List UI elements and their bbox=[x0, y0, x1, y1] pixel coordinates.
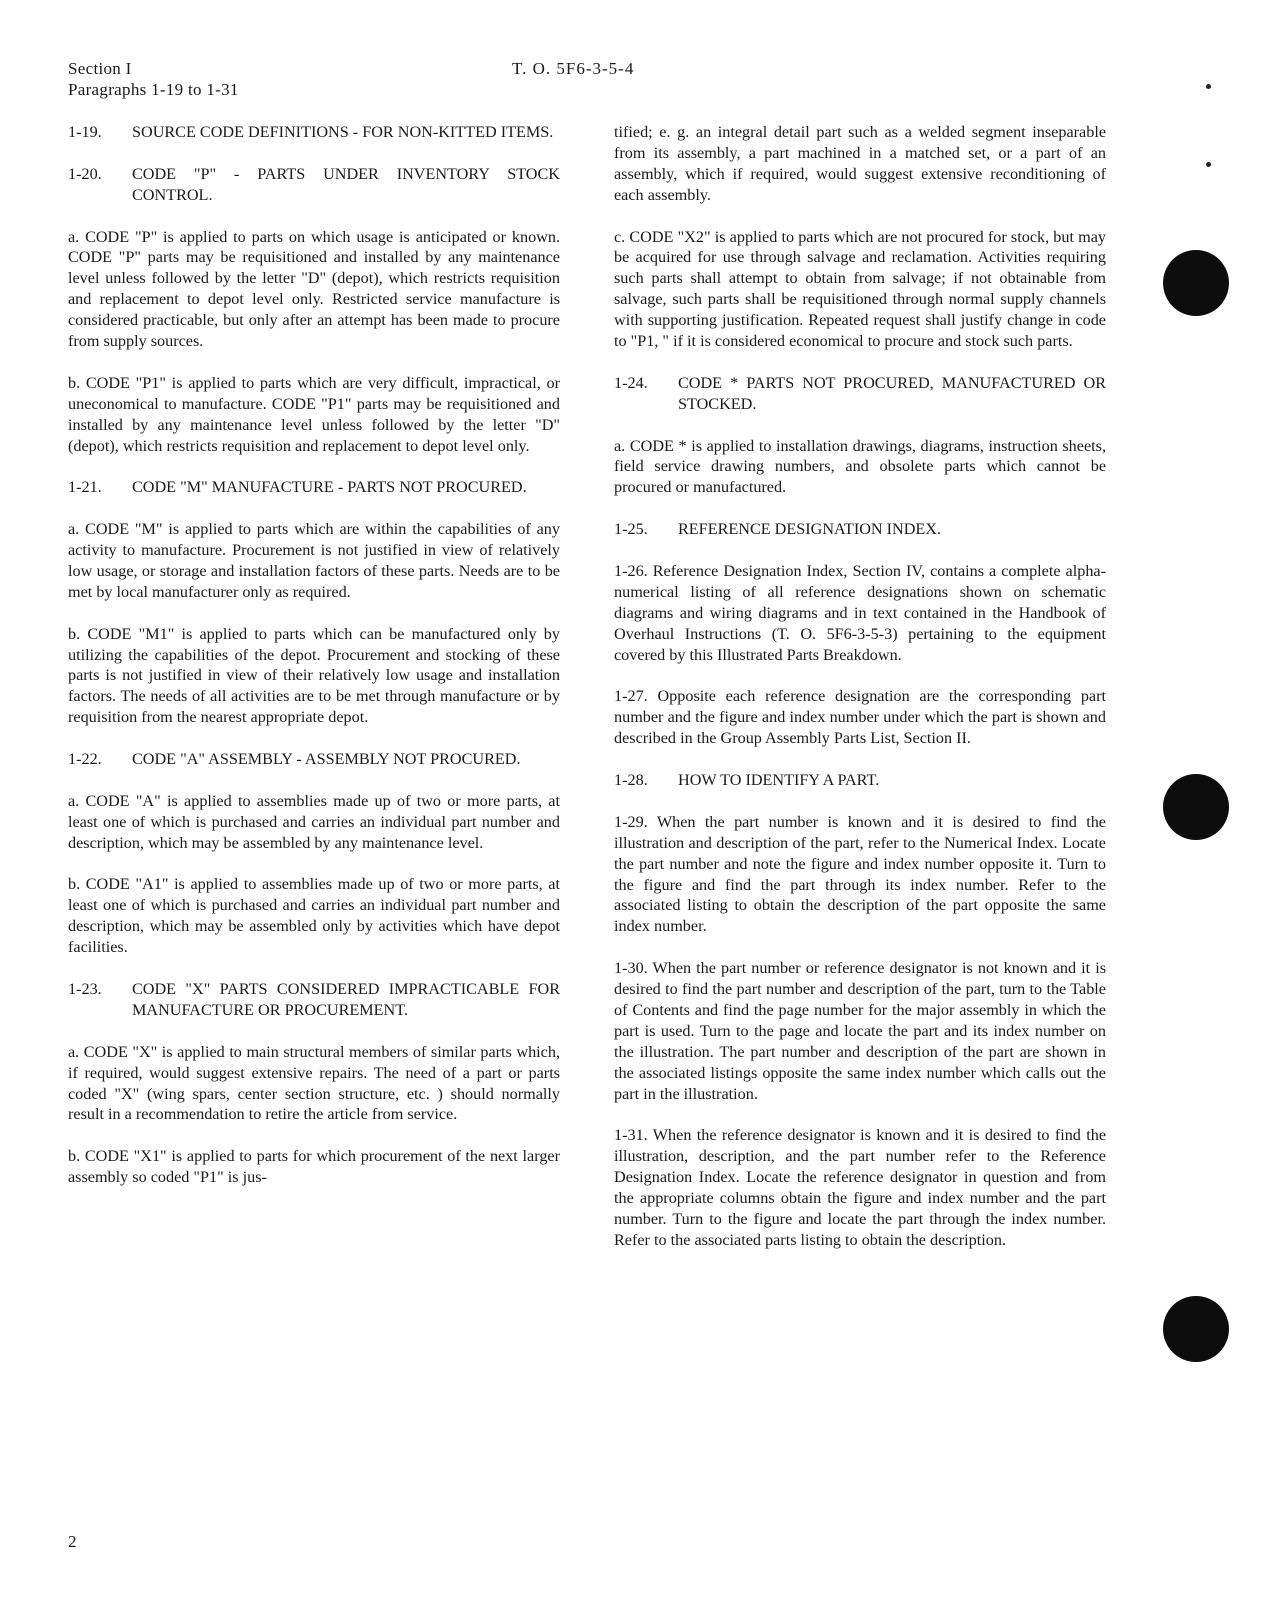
heading-title: SOURCE CODE DEFINITIONS - FOR NON-KITTED ITEMS. bbox=[132, 123, 554, 141]
heading-number: 1-19. bbox=[68, 123, 102, 141]
page-number: 2 bbox=[68, 1532, 77, 1551]
paragraph: 1-27. Opposite each reference designation are the corresponding part number and the figure and index number under which the part is shown and described in the Group Assembly Parts List, Section II. bbox=[614, 687, 1106, 748]
section-heading bbox=[614, 519, 1106, 540]
section-heading bbox=[68, 979, 560, 1021]
heading-title: CODE "A" ASSEMBLY - ASSEMBLY NOT PROCURED. bbox=[132, 750, 521, 769]
paragraph: 1-29. When the part number is known and it is desired to find the illustration and description of the part, refer to the Numerical Index. Locate the part number and note the figure and index number opposite it. Turn to the figure and find the part through its index number. Refer to the associated listing to obtain the description of the part opposite the same index number. bbox=[614, 812, 1106, 936]
heading-title: CODE "X" PARTS CONSIDERED IMPRACTICABLE FOR MANUFACTURE OR PROCUREMENT. bbox=[132, 980, 560, 1019]
left-text-column bbox=[68, 122, 560, 1209]
heading-number: 1-28. bbox=[614, 770, 648, 789]
section-heading bbox=[614, 373, 1106, 415]
right-text-column bbox=[614, 122, 1106, 1272]
paragraph: b. CODE "P1" is applied to parts which are very difficult, impractical, or uneconomical to manufacture. CODE "P1" parts may be requisitioned and installed by any maintenance level unless followed by the letter "D" (depot), which restricts requisition and replacement to depot level only. bbox=[68, 373, 560, 455]
heading-number: 1-22. bbox=[68, 750, 102, 769]
section-heading bbox=[614, 770, 1106, 791]
section-heading bbox=[68, 122, 560, 143]
paragraph: a. CODE "A" is applied to assemblies made up of two or more parts, at least one of which is purchased and carries an individual part number and description, which may be assembled by any maintenance level. bbox=[68, 791, 560, 852]
heading-title: REFERENCE DESIGNATION INDEX. bbox=[678, 520, 942, 539]
binder-hole bbox=[1163, 1296, 1229, 1362]
paragraph: b. CODE "X1" is applied to parts for which procurement of the next larger assembly so coded "P1" is jus- bbox=[68, 1147, 560, 1187]
technical-order-number: T. O. 5F6-3-5-4 bbox=[512, 59, 635, 78]
margin-dot bbox=[1206, 162, 1211, 167]
section-label: Section I bbox=[68, 59, 132, 78]
paragraph: a. CODE "X" is applied to main structural members of similar parts which, if required, would suggest extensive repairs. The need of a part or parts coded "X" (wing spars, center section structure, etc. ) should normally result in a recommendation to retire the article from service. bbox=[68, 1042, 560, 1124]
section-heading bbox=[68, 749, 560, 770]
heading-title: HOW TO IDENTIFY A PART. bbox=[678, 770, 880, 789]
margin-dot bbox=[1206, 84, 1211, 89]
continued-paragraph: tified; e. g. an integral detail part such as a welded segment inseparable from its assembly, a part machined in a matched set, or a part of an assembly, which if required, would suggest extensive reconditioning of each assembly. bbox=[614, 123, 1106, 204]
heading-title: CODE "M" MANUFACTURE - PARTS NOT PROCURED. bbox=[132, 478, 527, 497]
heading-title: CODE "P" - PARTS UNDER INVENTORY STOCK CONTROL. bbox=[132, 164, 560, 204]
paragraph: 1-26. Reference Designation Index, Section IV, contains a complete alpha-numerical listing of all reference designations shown on schematic diagrams and wiring diagrams and in text contained in the Handbook of Overhaul Instructions (T. O. 5F6-3-5-3) pertaining to the equipment covered by this Illustrated Parts Breakdown. bbox=[614, 561, 1106, 664]
heading-number: 1-20. bbox=[68, 164, 102, 183]
paragraph: a. CODE "P" is applied to parts on which usage is anticipated or known. CODE "P" parts may be requisitioned and installed by any maintenance level unless followed by the letter "D" (depot), which restricts requisition and replacement to depot level only. Restricted service manufacture is considered practicable, but only after an attempt has been made to procure from supply sources. bbox=[68, 227, 560, 351]
binder-hole bbox=[1163, 774, 1229, 840]
paragraph: b. CODE "M1" is applied to parts which can be manufactured only by utilizing the capabilities of the depot. Procurement and stocking of these parts is not justified in view of their relatively low usage and installation factors. The needs of all activities are to be met through manufacture or by requisition from the nearest appropriate depot. bbox=[68, 624, 560, 727]
paragraph: 1-30. When the part number or reference designator is not known and it is desired to find the part number and description of the part, turn to the Table of Contents and find the page number for the major assembly in which the part is used. Turn to the page and locate the part and its index number on the illustration. The part number and description of the part are shown in the associated listings opposite the same index number which calls out the part in the illustration. bbox=[614, 959, 1106, 1103]
section-heading bbox=[68, 164, 560, 206]
paragraph: b. CODE "A1" is applied to assemblies made up of two or more parts, at least one of which is purchased and carries an individual part number and description, which may be assembled only by activities which have depot facilities. bbox=[68, 875, 560, 957]
heading-number: 1-24. bbox=[614, 373, 648, 392]
heading-title: CODE * PARTS NOT PROCURED, MANUFACTURED OR STOCKED. bbox=[678, 373, 1106, 413]
paragraph: 1-31. When the reference designator is known and it is desired to find the illustration, description, and the part number refer to the Reference Designation Index. Locate the reference designator in question and from the appropriate columns obtain the figure and index number and the part number. Turn to the figure and locate the part through the index number. Refer to the associated parts listing to obtain the description. bbox=[614, 1126, 1106, 1249]
section-heading bbox=[68, 477, 560, 498]
heading-number: 1-21. bbox=[68, 478, 102, 497]
paragraph: a. CODE * is applied to installation drawings, diagrams, instruction sheets, field service drawing numbers, and obsolete parts which cannot be procured or manufactured. bbox=[614, 436, 1106, 497]
binder-hole bbox=[1163, 250, 1229, 316]
paragraph: a. CODE "M" is applied to parts which are within the capabilities of any activity to manufacture. Procurement is not justified in view of relatively low usage, or storage and installation factors of these parts. Needs are to be met by local manufacturer only as required. bbox=[68, 520, 560, 601]
paragraph-range: Paragraphs 1-19 to 1-31 bbox=[68, 80, 239, 99]
heading-number: 1-23. bbox=[68, 980, 102, 998]
heading-number: 1-25. bbox=[614, 520, 648, 539]
header-section-info bbox=[68, 58, 239, 100]
paragraph: c. CODE "X2" is applied to parts which are not procured for stock, but may be acquired for use through salvage and reclamation. Activities requiring such parts shall attempt to obtain from salvage; if not obtainable from salvage, such parts shall be requisitioned through normal supply channels with supporting justification. Repeated request shall justify change in code to "P1, " if it is considered economical to procure and stock such parts. bbox=[614, 227, 1106, 351]
